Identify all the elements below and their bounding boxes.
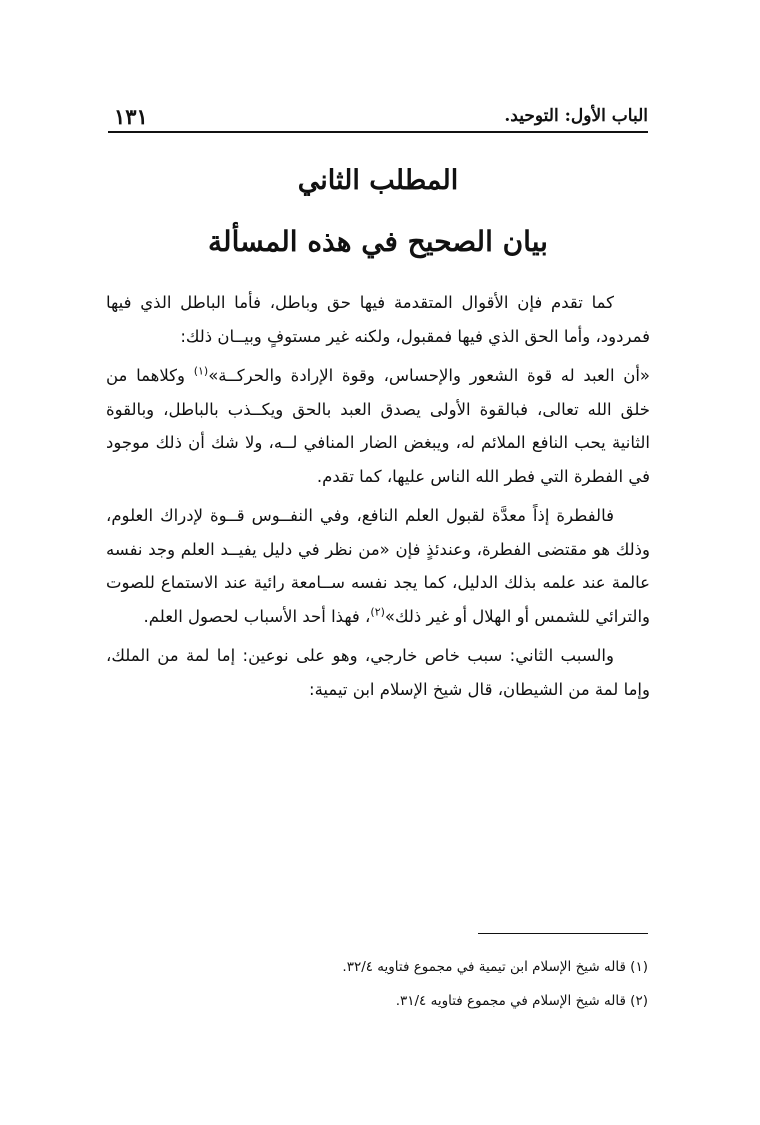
header-rule: [108, 131, 648, 133]
paragraph-text: وكلاهما من خلق الله تعالى، فبالقوة الأولى يصدق العبد بالحق ويكــذب بالباطل، وبالقوة الثانية يحب النافع الملائم له، ويبغض الضار المنافي لــه، ولا شك أن ذلك موجود في الفطرة التي فطر الله الناس عليها، كما تقدم.: [106, 366, 650, 486]
paragraph: [106, 499, 650, 633]
footnote: (٢) قاله شيخ الإسلام في مجموع فتاويه ٣١/٤.: [395, 993, 648, 1009]
running-header: [108, 104, 648, 132]
body-text: [106, 286, 650, 712]
page-number: ١٣١: [114, 104, 148, 129]
paragraph: والسبب الثاني: سبب خاص خارجي، وهو على نوعين: إما لمة من الملك، وإما لمة من الشيطان، قال شيخ الإسلام ابن تيمية:: [106, 646, 650, 699]
footnote-ref: (٢): [370, 605, 385, 618]
paragraph: [106, 359, 650, 493]
section-heading: المطلب الثاني: [297, 165, 459, 196]
footnote-rule: [478, 933, 648, 934]
footnote: (١) قاله شيخ الإسلام ابن تيمية في مجموع فتاويه ٣٢/٤.: [342, 959, 648, 975]
chapter-title: الباب الأول: التوحيد.: [504, 106, 648, 126]
section-subheading: بيان الصحيح في هذه المسألة: [208, 225, 548, 258]
footnotes: [108, 950, 648, 1018]
footnote-ref: (١): [193, 364, 209, 378]
paragraph: كما تقدم فإن الأقوال المتقدمة فيها حق وباطل، فأما الباطل الذي فيها فمردود، وأما الحق الذي فيها فمقبول، ولكنه غير مستوفٍ وبيــان ذلك:: [106, 293, 650, 346]
quote-text: «أن العبد له قوة الشعور والإحساس، وقوة الإرادة والحركــة»: [208, 366, 650, 385]
paragraph-text: ، فهذا أحد الأسباب لحصول العلم.: [143, 606, 371, 626]
paragraph-text: فالفطرة إذاً معدَّة لقبول العلم النافع، وفي النفــوس قــوة لإدراك العلوم، وذلك هو مقتضى الفطرة، وعندئذٍ فإن «من نظر في دليل يفيــد العلم وجد نفسه عالمة عند علمه بذلك الدليل، كما يجد نفسه ســامعة رائية عند الاستماع للصوت والترائي للشمس أو الهلال أو غير ذلك»: [106, 506, 650, 626]
